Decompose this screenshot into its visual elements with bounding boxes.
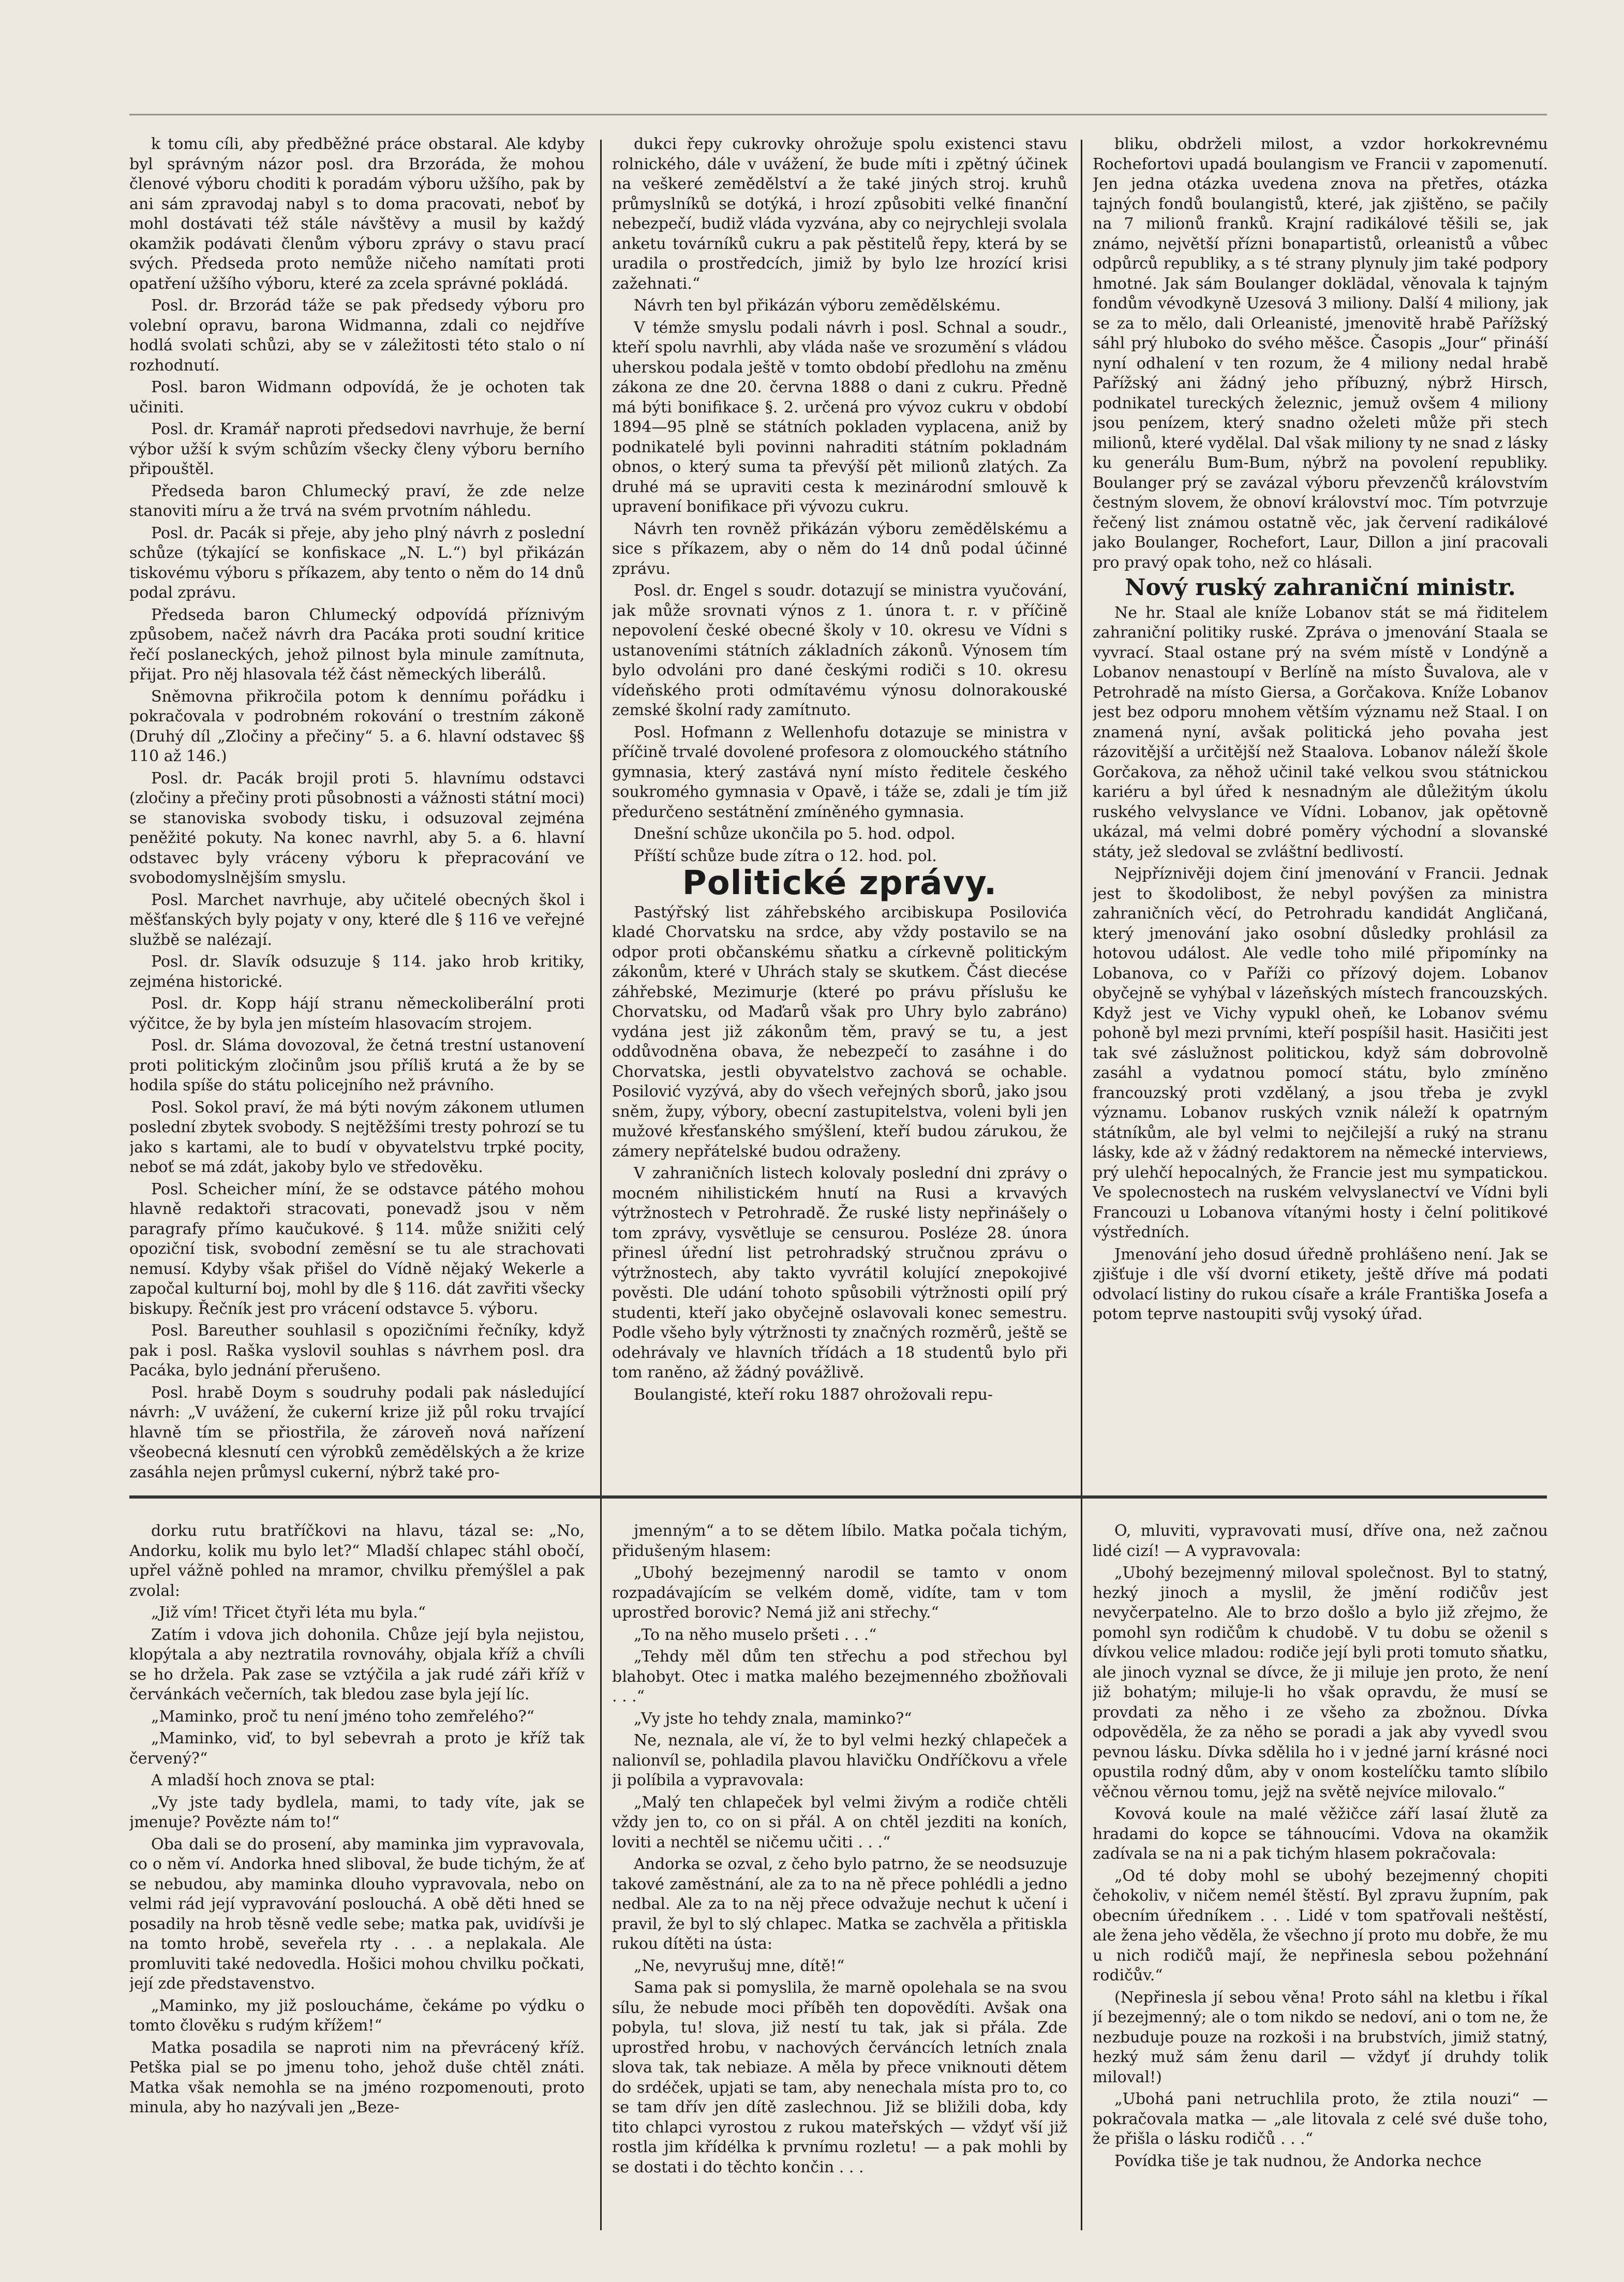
newspaper-sheet — [91, 98, 1591, 2251]
feuilleton-paragraph: „Vy jste ho tehdy znala, maminko?“ — [634, 1709, 912, 1728]
column-divider-2 — [1081, 140, 1082, 2230]
paragraph: Ne hr. Staal ale kníže Lobanov stát se má řiditelem zahraniční politiky ruské. Zpráva o jmenování Staala se vyvrací. Staal ostane prý na svém místě v Londýně a Lobanov nenastoupí v Berlíně na místo Šuvalova, ale v Petrohradě na místo Giersa, a Gorčakova. Kníže Lobanov jest bez odporu mnohem větším významu než Staal. I on znamená nyní, avšak politická jeho povaha jest rázovitější a určitější než Staalova. Lobanov náleží škole Gorčakova, za něhož učinil také velkou svou státnickou kariéru a byl úřed k nesnadným ale důležitým úkolu ruského velvyslance ve Vídni. Lobanov, jak opětovně ukázal, má velmi dobré poměry východní a slovanské státy, jež sledoval se zvláštní bedlivostí. — [1093, 603, 1548, 861]
feuilleton-paragraph: O, mluviti, vypravovati musí, dříve ona, než začnou lidé cizí! — A vypravovala: — [1093, 1522, 1548, 1560]
feuilleton-paragraph: „To na něho muselo pršeti . . .“ — [634, 1625, 877, 1644]
column-2 — [612, 135, 1067, 1490]
feuilleton-paragraph: Matka posadila se naproti nim na převrácený kříž. Petška pial se po jmenu toho, jehož duše chtěl znáti. Matka však nemohla se na jméno rozpomenouti, proto minula, aby ho nazývali jen „Beze- — [129, 2038, 585, 2116]
paragraph: Posl. Bareuther souhlasil s opozičními řečníky, když pak i posl. Raška vyslovil souhlas s návrhem posl. dra Pacáka, bylo jednání přerušeno. — [129, 1322, 585, 1380]
paragraph: k tomu cíli, aby předběžné práce obstaral. Ale kdyby byl správným názor posl. dra Brzoráda, že mohou členové výboru choditi k poradám výboru užšího, pak by ani sám zpravodaj nabyl s to doma pracovati, neboť by mohl dostávati též stále návštěvy a musil by každý okamžik podávati členům výboru zprávy o stavu prací svých. Předseda proto nemůže ničeho namítati proti opatření užšího výboru, které za zcela správné pokládá. — [129, 135, 585, 293]
paragraph: Sněmovna přikročila potom k dennímu pořádku i pokračovala v podrobném rokování o trestním zákoně (Druhý díl „Zločiny a přečiny“ 5. a 6. hlavní odstavec §§ 110 až 146.) — [129, 687, 585, 765]
paragraph: Příští schůze bude zítra o 12. hod. pol. — [634, 847, 937, 865]
paragraph: Posl. baron Widmann odpovídá, že je ochoten tak učiniti. — [129, 378, 585, 417]
feuilleton-paragraph: „Malý ten chlapeček byl velmi živým a rodiče chtěli vždy jen to, co on si přál. A on chtěl jezditi na koních, loviti a nechtěl se ničemu učiti . . .“ — [612, 1793, 1067, 1851]
paragraph: V témže smyslu podali návrh i posl. Schnal a soudr., kteří spolu navrhli, aby vláda naše ve srozumění s vládou uherskou podala ještě v tomto období předlohu na změnu zákona ze dne 20. června 1888 o dani z cukru. Předně má býti bonifikace §. 2. určená pro vývoz cukru v období 1894—95 plně se státních pokladen vyplacena, aniž by podnikatelé byli povinni nahraditi státním pokladnám obnos, o který suma ta převýší pět milionů zlatých. Za druhé má se upraviti cesta k mezinárodní smlouvě k upravení bonifikace při vývozu cukru. — [612, 318, 1067, 516]
paragraph: Nejpříznivěji dojem činí jmenování v Francii. Jednak jest to škodolibost, že nebyl povýšen za ministra zahraničních věcí, do Petrohradu kandidát Angličaná, který jmenování jako osobní důsledky prohlásil za hotovou událost. Ale vedle toho milé připomínky na Lobanova, co v Paříži co přízový dojem. Lobanov obyčejně se vyhýbal v lázeňských místech francouzských. Když jest ve Vichy vypukl oheň, ke Lobanov svému pohoně byl mezi prvními, kteří pospíšil hasit. Hasičiti jest tak své záslužnost politickou, když sám dobrovolně zasáhl a vydatnou pomocí státu, bylo zmíněno francouzský proti vzdělaný, a jsou třeba je zvykl významu. Lobanov ruských vznik náleží k opatrným státníkům, ale byl velmi to nejčilejší a ruký na stranu lásky, kde až v žádný redaktorem na německé interviews, prý ulehčí hepocalných, že Francie jest mu sympatickou. Ve spolecnostech na ruském velvyslanectví ve Vídni byli Francouzi u Lobanova vítanými hosty i čelní politikové výstředních. — [1093, 865, 1548, 1241]
feuilleton-paragraph: A mladší hoch znova se ptal: — [151, 1771, 375, 1789]
feuilleton-paragraph: „Tehdy měl dům ten střechu a pod střechou byl blahobyt. Otec i matka malého bezejmenného zbožňovali . . .“ — [612, 1648, 1067, 1706]
paragraph: Posl. dr. Brzorád táže se pak předsedy výboru pro volební opravu, barona Widmanna, zdali co nejdříve hodlá svolati schůzi, aby se v záležitosti této stalo o ní rozhodnutí. — [129, 297, 585, 375]
feuilleton-paragraph: jmenným“ a to se dětem líbilo. Matka počala tichým, přidušeným hlasem: — [612, 1522, 1067, 1560]
feuilleton-paragraph: Andorka se ozval, z čeho bylo patrno, že se neodsuzuje takové zaměstnání, ale za to na ně přece pohlédli a jedno nedbal. Ale za to na něj přece odvažuje nechut k učení i pravil, že byl to slý chlapec. Matka se zachvěla a přitiskla rukou dítěti na ústa: — [612, 1855, 1067, 1953]
paragraph: Návrh ten rovněž přikázán výboru zemědělskému a sice s příkazem, aby o něm do 14 dnů podal účinné zprávu. — [612, 520, 1067, 578]
feuilleton-column-2 — [612, 1521, 1067, 2246]
feuilleton-column-1 — [129, 1521, 585, 2246]
article-heading-new-russian-minister: Nový ruský zahraniční ministr. — [1125, 574, 1516, 601]
feuilleton-paragraph: „Vy jste tady bydlela, mami, to tady víte, jak se jmenuje? Povězte nám to!“ — [129, 1793, 585, 1831]
section-heading-political-news: Politické zprávy. — [682, 864, 997, 902]
column-1 — [129, 135, 585, 1490]
paragraph: Posl. Marchet navrhuje, aby učitelé obecných škol i měšťanských byly pojaty v ony, které dle § 116 ve veřejné službě se nalézají. — [129, 891, 585, 949]
paragraph: Pastýřský list záhřebského arcibiskupa Posilovića kladé Chorvatsku na srdce, aby vždy postavilo se na odpor proti občanskému sňatku a církevně politickým zákonům, které v Uhrách staly se skutkem. Část diecése záhřebské, Mezimurje (které po právu příslušu ke Chorvatsku, od Maďarů však pro Uhry bylo zabráno) vydána jest již zákonům těm, pravý se tu, a jest oddůvodněna obava, že nebezpečí to zasáhne i do Chorvatska, jestli obyvatelstvo zachová se ochable. Posilović vyzývá, aby do všech veřejných sborů, jako jsou sněm, župy, výbory, obecní zastupitelstva, voleni byli jen mužové křesťanského smýšlení, kteří budou zárukou, že zámery nepřátelské budou odraženy. — [612, 903, 1067, 1161]
feuilleton-paragraph: Povídka tiše je tak nudnou, že Andorka nechce — [1114, 2152, 1482, 2170]
feuilleton-paragraph: „Od té doby mohl se ubohý bezejmenný chopiti čehokoliv, v ničem nemél štěstí. Byl zpravu župním, pak obecním úředníkem . . . Lidé v tom spatřovali neštěstí, ale žena jeho věděla, že všechno jí proto mu dobře, že mu u nich rodičů mají, že nepřinesla sebou požehnání rodičův.“ — [1093, 1866, 1548, 1984]
paragraph: V zahraničních listech kolovaly poslední dni zprávy o mocném nihilistickém hnutí na Rusi a krvavých výtržnostech v Petrohradě. Že ruské listy nepřinášely o tom zprávy, vysvětluje se censurou. Posléze 28. února přinesl úřední list petrohradský stručnou zprávu o výtržnostech, aby takto vyvrátil kolující znepokojivé pověsti. Dle udání tohoto spůsobili výtržnosti opilí prý studenti, kteří jako obyčejně oslavovali konec semestru. Podle všeho byly výtržnosti ty značných rozměrů, ještě se odehrávaly ve hlavních třídách a 18 studentů bylo při tom raněno, až žádný povážlivě. — [612, 1164, 1067, 1382]
paragraph: Posl. dr. Engel s soudr. dotazují se ministra vyučování, jak může srovnati výnos z 1. února t. r. v příčině nepovolení české obecné školy v 10. okresu ve Vídni s ustanoveními státních základních zákonů. Výnosem tím bylo odvoláni pro dané českými rodiči s 10. okresu vídeňského proti odmítavému výnosu dolnorakouské zemské školní rady zamítnuto. — [612, 582, 1067, 719]
paragraph: Posl. dr. Pacák brojil proti 5. hlavnímu odstavci (zločiny a přečiny proti působnosti a vážnosti státní moci) se stanoviska svobody tisku, i odsuzoval zejména peněžité pokuty. Na konec navrhl, aby 5. a 6. hlavní odstavec byly vráceny výboru k přepracování ve svobodomyslnějším smyslu. — [129, 769, 585, 887]
feuilleton-paragraph: Ne, neznala, ale ví, že to byl velmi hezký chlapeček a nalionvíl se, pohladila plavou hlavičku Ondříčkovu a vřele ji políbila a vypravovala: — [612, 1731, 1067, 1789]
paragraph: Posl. Hofmann z Wellenhofu dotazuje se ministra v příčině trvalé dovolené profesora z olomouckého státního gymnasia, který zastává nyní místo ředitele českého soukromého gymnasia v Opavě, i táže se, zdali je tím již předurčeno sestátnění zmíněného gymnasia. — [612, 723, 1067, 821]
feuilleton-paragraph: (Nepřinesla jí sebou věna! Proto sáhl na kletbu i říkal jí bezejmenný; ale o tom nikdo se nedoví, ani o tom ne, že nezbuduje pouze na rozkoši i na brubstvích, jimiž statný, hezký muž sám ženu daril — vždyť jí druhdy tolik miloval!) — [1093, 1988, 1548, 2086]
paragraph: Posl. dr. Slavík odsuzuje § 114. jako hrob kritiky, zejména historické. — [129, 953, 585, 991]
paragraph: Předseda baron Chlumecký odpovídá příznivým způsobem, načež návrh dra Pacáka proti soudní kritice řečí poslaneckých, jehož pilnost byla minule zamítnuta, přijat. Pro něj hlasovala též část německých liberálů. — [129, 605, 585, 684]
feuilleton-paragraph: „Ubohý bezejmenný miloval společnost. Byl to statný, hezký jinoch a myslil, že jmění rodičův jest nevyčerpatelno. Ale to brzo došlo a bylo již zřejmo, že pomohl syn rodičům k chudobě. V tu dobu se oženil s dívkou velice mladou: rodiče její byli proti tomuto sňatku, ale jinoch vyznal se dívce, že ji miluje jen proto, že není již bohatým; miluje-li ho však opravdu, že musí se provdati za něho i ze všeho za zbožnou. Dívka odpověděla, že za něho se poradi a jak aby vyvedl svou pevnou lásku. Dívka sdělila ho i v jedné jarní krásné noci opustila rodný dům, aby v onom kostelíčku tamto slíbilo věčnou věrnou tomu, jejž na světě nejvíce milovalo.“ — [1093, 1564, 1548, 1801]
feuilleton-paragraph: „Již vím! Třicet čtyři léta mu byla.“ — [151, 1604, 426, 1622]
paragraph: dukci řepy cukrovky ohrožuje spolu existenci stavu rolnického, dále v uvážení, že bude míti i zpětný účinek na veškeré zemědělství a že také jiných stroj. kruhů průmyslníků se dotýká, i hrozí způsobiti velké finanční nebezpečí, budiž vláda vyzvána, aby co nejrychleji svolala anketu továrníků cukru a pak pěstitelů řepy, která by se uradila o prostředcích, jimiž by bylo lze hrozící krisi zažehnati.“ — [612, 135, 1067, 293]
paragraph: Posl. Scheicher míní, že se odstavce pátého mohou hlavně redaktoři stracovati, ponevadž jsou v něm paragrafy přímo kaučukové. § 114. může snižiti celý opoziční tisk, svobodní zeměsní se tu ale strachovati nemusí. Kdyby však přišel do Vídně nějaký Wekerle a započal kulturní boj, mohl by dle § 116. dát zavřiti všecky biskupy. Řečník jest pro vrácení odstavce 5. výboru. — [129, 1180, 585, 1318]
feuilleton-paragraph: Sama pak si pomyslila, že marně opolehala se na svou sílu, že nebude moci příběh ten dopovědíti. Avšak ona pobyla, tu! slova, již nestí tu tak, jak si přála. Zde uprostřed hrobu, v nachových červáncích letních znala slova tak, tak nebiaze. A měla by přece vniknouti dětem do srdéček, upjati se tam, aby nenechala místa pro to, co se tam dřív jen dítě zaslechnou. Již se bližili doba, kdy tito chlapci vyrostou z rukou mateřských — vždyť vší již rostla jim křídélka k prvnímu rozletu! — a pak mohli by se dostati i do těchto končin . . . — [612, 1979, 1067, 2176]
paragraph: Posl. dr. Kramář naproti předsedovi navrhuje, že berní výbor užší k svým schůzím všecky členy výboru berního připouštěl. — [129, 420, 585, 478]
feuilleton-paragraph: „Ne, nevyrušuj mne, dítě!“ — [634, 1957, 845, 1975]
paragraph: Jmenování jeho dosud úředně prohlášeno není. Jak se zjišťuje i dle vší dvorní etikety, ještě dříve má podati odvolací listiny do rukou císaře a krále Františka Josefa a potom teprve nastoupiti svůj vysoký úřad. — [1093, 1245, 1548, 1323]
feuilleton-paragraph: „Maminko, viď, to byl sebevrah a proto je kříž tak červený?“ — [129, 1729, 585, 1768]
feuilleton-paragraph: Oba dali se do prosení, aby maminka jim vypravovala, co o něm ví. Andorka hned sliboval, že bude tichým, že ať se nebudou, aby maminka dlouho vypravovala, nebo on velmi rád její vypravování poslouchá. A obě děti hned se posadily na hrob těsně vedle sebe; matka pak, uvidívši je na tomto hrobě, seveřela rty . . . a neplakala. Ale promluviti také nedovedla. Hošici mohou chvilku počkati, její zde představenstvo. — [129, 1835, 585, 1993]
feuilleton-paragraph: Kovová koule na malé věžičce září lasaí žlutě za hradami do kopce se táhnoucími. Vdova na okamžik zadívala se na ni a pak tichým hlasem pokračovala: — [1093, 1805, 1548, 1863]
paragraph: Dnešní schůze ukončila po 5. hod. odpol. — [634, 825, 956, 843]
paragraph: Boulangisté, kteří roku 1887 ohrožovali repu- — [634, 1385, 993, 1404]
paragraph: Předseda baron Chlumecký praví, že zde nelze stanoviti míru a že trvá na svém prvotním náhledu. — [129, 482, 585, 520]
feuilleton-paragraph: „Ubohý bezejmenný narodil se tamto v onom rozpadávajícím se velkém domě, vidíte, tam v tom uprostřed borovic? Nemá již ani střechy.“ — [612, 1564, 1067, 1622]
column-3 — [1093, 135, 1548, 1490]
paragraph: Posl. dr. Pacák si přeje, aby jeho plný návrh z poslední schůze (týkající se konfiskace „N. L.“) byl přikázán tiskovému výboru s příkazem, aby tento o něm do 14 dnů podal zprávu. — [129, 524, 585, 602]
feuilleton-paragraph: Zatím i vdova jich dohonila. Chůze její byla nejistou, klopýtala a aby neztratila rovnováhy, objala kříž a chvíli se ho držela. Pak zase se vztýčila a jak rudé záři kříž v červánkách večerních, tak bledou zase byla její líc. — [129, 1625, 585, 1703]
paragraph: Posl. hrabě Doym s soudruhy podali pak následující návrh: „V uvážení, že cukerní krize již půl roku trvající hlavně tím se přiostřila, že zároveň nová nařízení všeobecná klesnutí cen výrobků zemědělských a že krize zasáhla nejen průmysl cukerní, nýbrž také pro- — [129, 1383, 585, 1481]
feuilleton-paragraph: dorku rutu bratříčkovi na hlavu, tázal se: „No, Andorku, kolik mu bylo let?“ Mladší chlapec stáhl obočí, upřel vážně pohled na mramor, chvilku přemýšlel a pak zvolal: — [129, 1522, 585, 1600]
feuilleton-paragraph: „Ubohá pani netruchlila proto, že ztila nouzi“ — pokračovala matka — „ale litovala z celé své duše toho, že přišla o lásku rodičů . . .“ — [1093, 2090, 1548, 2148]
feuilleton-divider — [129, 1495, 1547, 1499]
paragraph: bliku, obdrželi milost, a vzdor horkokrevnému Rochefortovi upadá boulangism ve Francii v zapomenutí. Jen jedna otázka uvedena znova na přetřes, otázka tajných fondů boulangistů, které, jak zjištěno, se pačily na 7 milionů franků. Krajní radikálové těšili se, jak známo, největší přízni bonapartistů, orleanistů a vůbec odpůrců republiky, a s té strany plynuly jim také podpory hmotné. Jak sám Boulanger doklädal, věnovala k tajným fondům vévodkyně Uzesová 3 miliony. Další 4 miliony, jak se za to mělo, dali Orleanisté, jmenovitě hrabě Pařížský sáhl prý hluboko do svého měšce. Časopis „Jour“ přináší nyní odhalení v ten rozum, že 4 miliony nedal hrabě Pařížský ani žádný jeho příbuzný, nýbrž Hirsch, podnikatel tureckých železnic, jemuž ovšem 4 miliony jsou penízem, který snadno oželeti může při stech milionů, které vydělal. Dal však miliony ty ne snad z lásky ku generálu Bum-Bum, nýbrž na povolení republiky. Boulanger prý se zavázal výboru převzenčů královstvím čestným slovem, že obnoví království moc. Tím potvrzuje řečený list známou ostatně věc, jak červení radikálové jako Boulanger, Rochefort, Laur, Dillon a jiní pracovali pro pravý opak toho, než co hlásali. — [1093, 135, 1548, 572]
top-rule — [129, 114, 1547, 115]
paragraph: Posl. dr. Kopp hájí stranu německoliberální proti výčitce, že by byla jen místeím hlasovacím strojem. — [129, 995, 585, 1033]
paragraph: Návrh ten byl přikázán výboru zemědělskému. — [634, 297, 1001, 315]
column-divider-1 — [600, 140, 602, 2230]
feuilleton-column-3 — [1093, 1521, 1548, 2246]
paragraph: Posl. Sokol praví, že má býti novým zákonem utlumen poslední zbytek svobody. S nejtěžšími tresty pohrozí se tu jako s kartami, ale to budí v obyvatelstvu trpké pocity, neboť se má zdát, jakoby bylo ve středověku. — [129, 1098, 585, 1176]
feuilleton-paragraph: „Maminko, proč tu není jméno toho zemřelého?“ — [151, 1707, 534, 1726]
paragraph: Posl. dr. Sláma dovozoval, že četná trestní ustanovení proti politickým zločinům jsou příliš krutá a že by se hodila spíše do státu policejního než právního. — [129, 1036, 585, 1094]
feuilleton-paragraph: „Maminko, my již posloucháme, čekáme po výdku o tomto člověku s rudým křížem!“ — [129, 1996, 585, 2035]
